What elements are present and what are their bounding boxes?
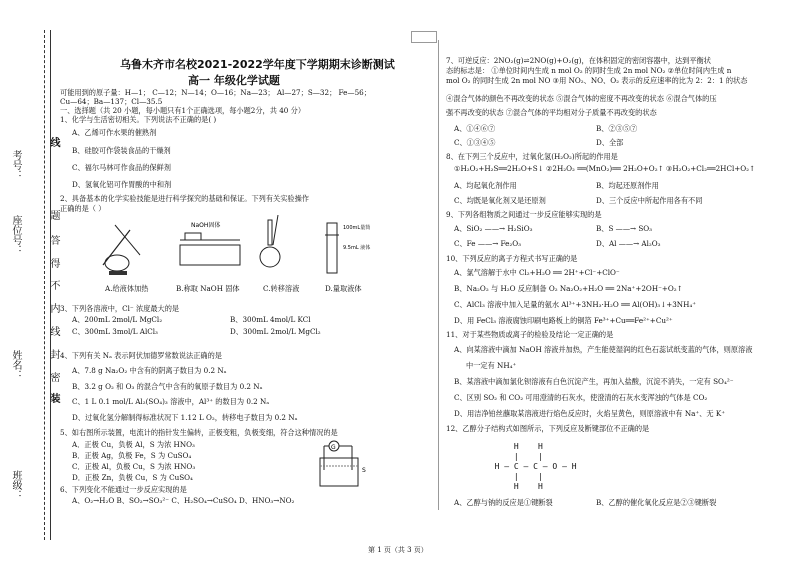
liquid-label: 9.5mL 液体 <box>343 245 371 251</box>
cylinder-figure <box>325 223 370 273</box>
q5-option-b: B．正极 Ag，负极 Fe，S 为 CuSO₄ <box>72 451 192 460</box>
q10-option-b: B、Na₂O₂ 与 H₂O 反应制备 O₂ Na₂O₂+H₂O ══ 2Na⁺+2OH⁻+O₂↑ <box>454 284 683 293</box>
q2-apparatus-figure <box>95 215 435 280</box>
solution-label: S <box>362 467 366 474</box>
q3-option-b: B、300mL 4mol/L KCl <box>230 315 311 324</box>
question-7-line-3: mol O₂ 的同时生成 2n mol NO ③用 NO₂、NO、O₂ 表示的反应速率的比为 2：2：1 的状态 <box>446 76 748 85</box>
q5-option-a: A．正极 Cu，负极 Al，S 为浓 HNO₃ <box>72 440 195 449</box>
question-9: 9、下列各组物质之间通过一步反应能够实现的是 <box>446 210 602 219</box>
question-12: 12、乙醇分子结构式如图所示，下列反应及断键部位不正确的是 <box>446 424 650 433</box>
q11-option-a-cont: 中一定有 NH₄⁺ <box>466 361 517 370</box>
question-7-line-2: 态的标志是： ①单位时间内生成 n mol O₂ 的同时生成 2n mol NO₂ ②单位时间内生成 n <box>446 66 732 75</box>
q11-option-c: C、区别 SO₂ 和 CO₂ 可用澄清的石灰水，使澄清的石灰水变浑浊的气体是 CO₂ <box>454 393 708 402</box>
balance-figure <box>180 221 240 265</box>
q6-options: A、O₂→H₂O B、SO₂→SO₃²⁻ C、H₂SO₄→CuSO₄ D、HNO₃→NO₂ <box>72 496 295 505</box>
q10-option-d: D、用 FeCl₃ 溶液腐蚀印刷电路板上的铜箔 Fe³⁺+Cu══Fe²⁺+Cu²⁺ <box>454 316 673 325</box>
seat-no-label: 座位号： <box>10 215 21 255</box>
question-3: 3、下列各溶液中，Cl⁻ 浓度最大的是 <box>60 304 180 313</box>
q8-option-b: B、均起还原剂作用 <box>596 181 659 190</box>
section-heading: 一、选择题（共 20 小题，每小题只有1个正确选项，每小题2分，共 40 分） <box>60 106 306 115</box>
q10-option-a: A、氯气溶解于水中 Cl₂+H₂O ══ 2H⁺+Cl⁻+ClO⁻ <box>454 268 620 277</box>
exam-title: 乌鲁木齐市名校2021-2022学年度下学期期末诊断测试 <box>120 58 395 71</box>
page-footer: 第 1 页（共 3 页） <box>368 546 428 554</box>
atomic-mass-line-2: Cu—64；Ba—137；Cl—35.5 <box>60 97 163 106</box>
q2-option-c: C.转移溶液 <box>263 284 300 293</box>
q8-option-a: A、均起氧化剂作用 <box>454 181 517 190</box>
seal-char: 封 <box>48 349 59 359</box>
q3-option-a: A、200mL 2mol/L MgCl₂ <box>72 315 163 324</box>
q9-option-d: D、Al ——→ Al₂O₃ <box>596 239 661 248</box>
question-4: 4、下列有关 Nₐ 表示阿伏加德罗常数说法正确的是 <box>60 351 222 360</box>
q2-option-a: A.给液体加热 <box>105 284 149 293</box>
molecule-row: H H <box>485 442 543 451</box>
seal-char: 答 <box>48 235 59 245</box>
burner-figure <box>103 225 140 275</box>
question-7-line-4: ④混合气体的颜色不再改变的状态 ⑤混合气体的密度不再改变的状态 ⑥混合气体的压 <box>446 94 717 103</box>
q11-option-a: A、向某溶液中滴加 NaOH 溶液并加热，产生能使湿润的红色石蕊试纸变蓝的气体，则原溶液 <box>454 345 753 354</box>
q11-option-d: D、用洁净铂丝蘸取某溶液进行焰色反应时，火焰呈黄色，则原溶液中有 Na⁺、无 K⁺ <box>454 409 726 418</box>
q12-option-a: A、乙醇与钠的反应是①键断裂 <box>454 498 553 507</box>
question-10: 10、下列反应的离子方程式书写正确的是 <box>446 254 578 263</box>
ethanol-structure <box>485 442 577 492</box>
q4-option-c: C、1 L 0.1 mol/L Al₂(SO₄)₃ 溶液中，Al³⁺ 的数目为 0.2 Nₐ <box>72 397 270 406</box>
seal-char: 不 <box>48 280 59 290</box>
question-7: 7、可逆反应：2NO₂(g)⇌2NO(g)+O₂(g)，在体积固定的密闭容器中，达到平衡状 <box>446 56 711 65</box>
question-6: 6、下列变化不能通过一步反应实现的是 <box>60 485 187 494</box>
q7-option-c: C、①③④⑤ <box>454 138 496 147</box>
question-2-cont: 正确的是（ ） <box>60 204 106 213</box>
question-11: 11、对于某些物质或离子的检验及结论一定正确的是 <box>446 330 614 339</box>
q8-reactions: ①H₂O₂+H₂S══2H₂O+S↓ ②2H₂O₂ ══(MnO₂)══ 2H₂O+O₂↑ ③H₂O₂+Cl₂══2HCl+O₂↑ <box>454 164 756 173</box>
seal-char: 得 <box>48 258 59 268</box>
q3-option-c: C、300mL 3mol/L AlCl₃ <box>72 327 158 336</box>
naoh-label: NaOH固体 <box>191 222 221 229</box>
seal-char: 内 <box>48 303 59 313</box>
q4-option-b: B、3.2 g O₂ 和 O₃ 的混合气中含有的氧原子数目为 0.2 Nₐ <box>72 382 263 391</box>
q1-option-c: C、福尔马林可作食品的保鲜剂 <box>72 163 171 172</box>
q4-option-a: A、7.8 g Na₂O₂ 中含有的阴离子数目为 0.2 Nₐ <box>72 366 227 375</box>
q2-option-b: B.称取 NaOH 固体 <box>176 284 240 293</box>
q7-option-b: B、②③⑤⑦ <box>596 124 638 133</box>
q3-option-d: D、300mL 2mol/L MgCl₂ <box>230 327 321 336</box>
seal-char: 密 <box>48 372 59 382</box>
q8-option-d: D、三个反应中所起作用各有不同 <box>596 196 703 205</box>
question-1: 1、化学与生活密切相关。下列说法不正确的是( ) <box>60 115 217 124</box>
q9-option-b: B、S ——→ SO₃ <box>596 224 653 233</box>
q7-option-d: D、全部 <box>596 138 624 147</box>
question-7-line-5: 强不再改变的状态 ⑦混合气体的平均相对分子质量不再改变的状态 <box>446 108 657 117</box>
molecule-row: H H <box>485 482 543 491</box>
exam-subtitle: 高一 年级化学试题 <box>188 74 280 87</box>
seal-char: 线 <box>48 137 59 147</box>
seal-char: 线 <box>48 326 59 336</box>
column-divider <box>438 40 439 510</box>
q8-option-c: C、均既是氧化剂又是还原剂 <box>454 196 546 205</box>
q12-option-b: B、乙醇的催化氧化反应是②③键断裂 <box>596 498 717 507</box>
q9-option-a: A、SiO₂ ——→ H₂SiO₃ <box>454 224 533 233</box>
q1-option-b: B、硅胶可作袋装食品的干燥剂 <box>72 146 171 155</box>
galvanometer-label: G <box>331 444 336 451</box>
molecule-row: | | <box>485 472 543 481</box>
name-label: 姓名： <box>10 350 21 380</box>
corner-box <box>411 31 437 43</box>
q5-cell-figure <box>318 440 378 488</box>
q2-option-d: D.量取液体 <box>325 284 362 293</box>
seal-char: 题 <box>48 210 59 220</box>
question-2: 2、具备基本的化学实验技能是进行科学探究的基础和保证。下列有关实验操作 <box>60 194 309 203</box>
cut-char: 装 <box>48 393 59 403</box>
molecule-row: H — C — C — O — H <box>485 462 577 471</box>
q1-option-d: D、氢氧化铝可作胃酸的中和剂 <box>72 180 172 189</box>
molecule-row: | | <box>485 452 543 461</box>
class-label: 班级： <box>10 470 21 500</box>
cylinder-label: 100mL量筒 <box>343 225 371 231</box>
q4-option-d: D、过氧化氢分解制得标准状况下 1.12 L O₂，转移电子数目为 0.2 Nₐ <box>72 413 298 422</box>
q5-option-d: D．正极 Zn，负极 Cu，S 为 CuSO₄ <box>72 473 193 482</box>
q7-option-a: A、①④⑥⑦ <box>454 124 496 133</box>
exam-no-label: 考号： <box>10 150 21 180</box>
q9-option-c: C、Fe ——→ Fe₂O₃ <box>454 239 522 248</box>
q1-option-a: A、乙烯可作水果的催熟剂 <box>72 128 157 137</box>
flask-figure <box>260 215 280 267</box>
q5-option-c: C．正极 Al，负极 Cu，S 为浓 HNO₃ <box>72 462 196 471</box>
q11-option-b: B、某溶液中滴加氯化钡溶液有白色沉淀产生，再加入盐酸，沉淀不消失，一定有 SO₄²⁻ <box>454 377 734 386</box>
atomic-mass-line: 可能用到的原子量：H—1； C—12；N—14；O—16；Na—23； Al—27；S—32； Fe—56； <box>60 88 371 97</box>
q10-option-c: C、AlCl₃ 溶液中加入足量的氨水 Al³⁺+3NH₃·H₂O ══ Al(OH)₃↓+3NH₄⁺ <box>454 300 697 309</box>
question-8: 8、在下列三个反应中，过氧化氢(H₂O₂)所起的作用是 <box>446 152 618 161</box>
question-5: 5、如右图所示装置，电流计的指针发生偏转，正极变粗，负极变细，符合这种情况的是 <box>60 428 338 437</box>
